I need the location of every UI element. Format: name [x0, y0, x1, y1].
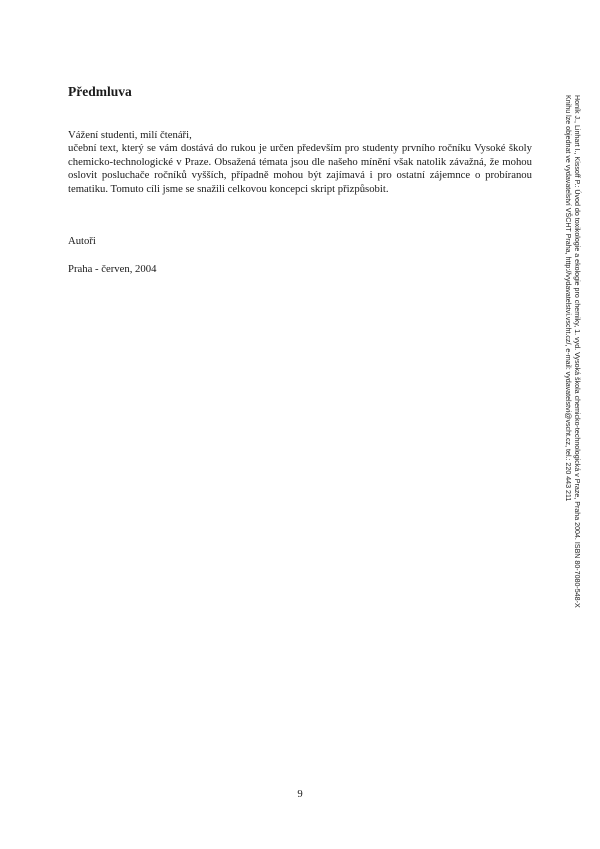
- place-date: Praha - červen, 2004: [68, 263, 157, 275]
- authors-signature: Autoři: [68, 235, 96, 247]
- preface-body: [68, 129, 532, 196]
- order-info-line: Knihu lze objednat ve vydavatelství VŠCHT Praha, http://vydavatelstvi.vscht.cz/, e-mail: vydavatelstvi@vscht.cz, tel.: 220 443 211: [564, 95, 572, 502]
- side-citation-note: [563, 95, 581, 675]
- salutation-text: Vážení studenti, milí čtenáři,: [68, 129, 192, 141]
- citation-line: Honík J., Linhart I., Kissoff P.: Úvod do toxikologie a ekologie pro chemiky, 1. vyd. Vysoká škola chemicko-technologická v Praze, Praha 2004. ISBN 80-7080-548-X: [573, 95, 581, 608]
- page-heading: Předmluva: [68, 84, 132, 99]
- preface-paragraph: učební text, který se vám dostává do rukou je určen především pro studenty prvního ročníku Vysoké školy chemicko-technologické v Praze. Obsažená témata jsou dle našeho mínění však natolik závažná, že mohou oslovit posluchače ročníků vyšších, případně mohou být zajímavá i pro ostatní zájemnce o probíranou tematiku. Tomuto cíli jsme se snažili celkovou koncepci skript přizpůsobit.: [68, 142, 532, 195]
- side-citation-text: [563, 95, 581, 675]
- page-number: 9: [297, 788, 303, 800]
